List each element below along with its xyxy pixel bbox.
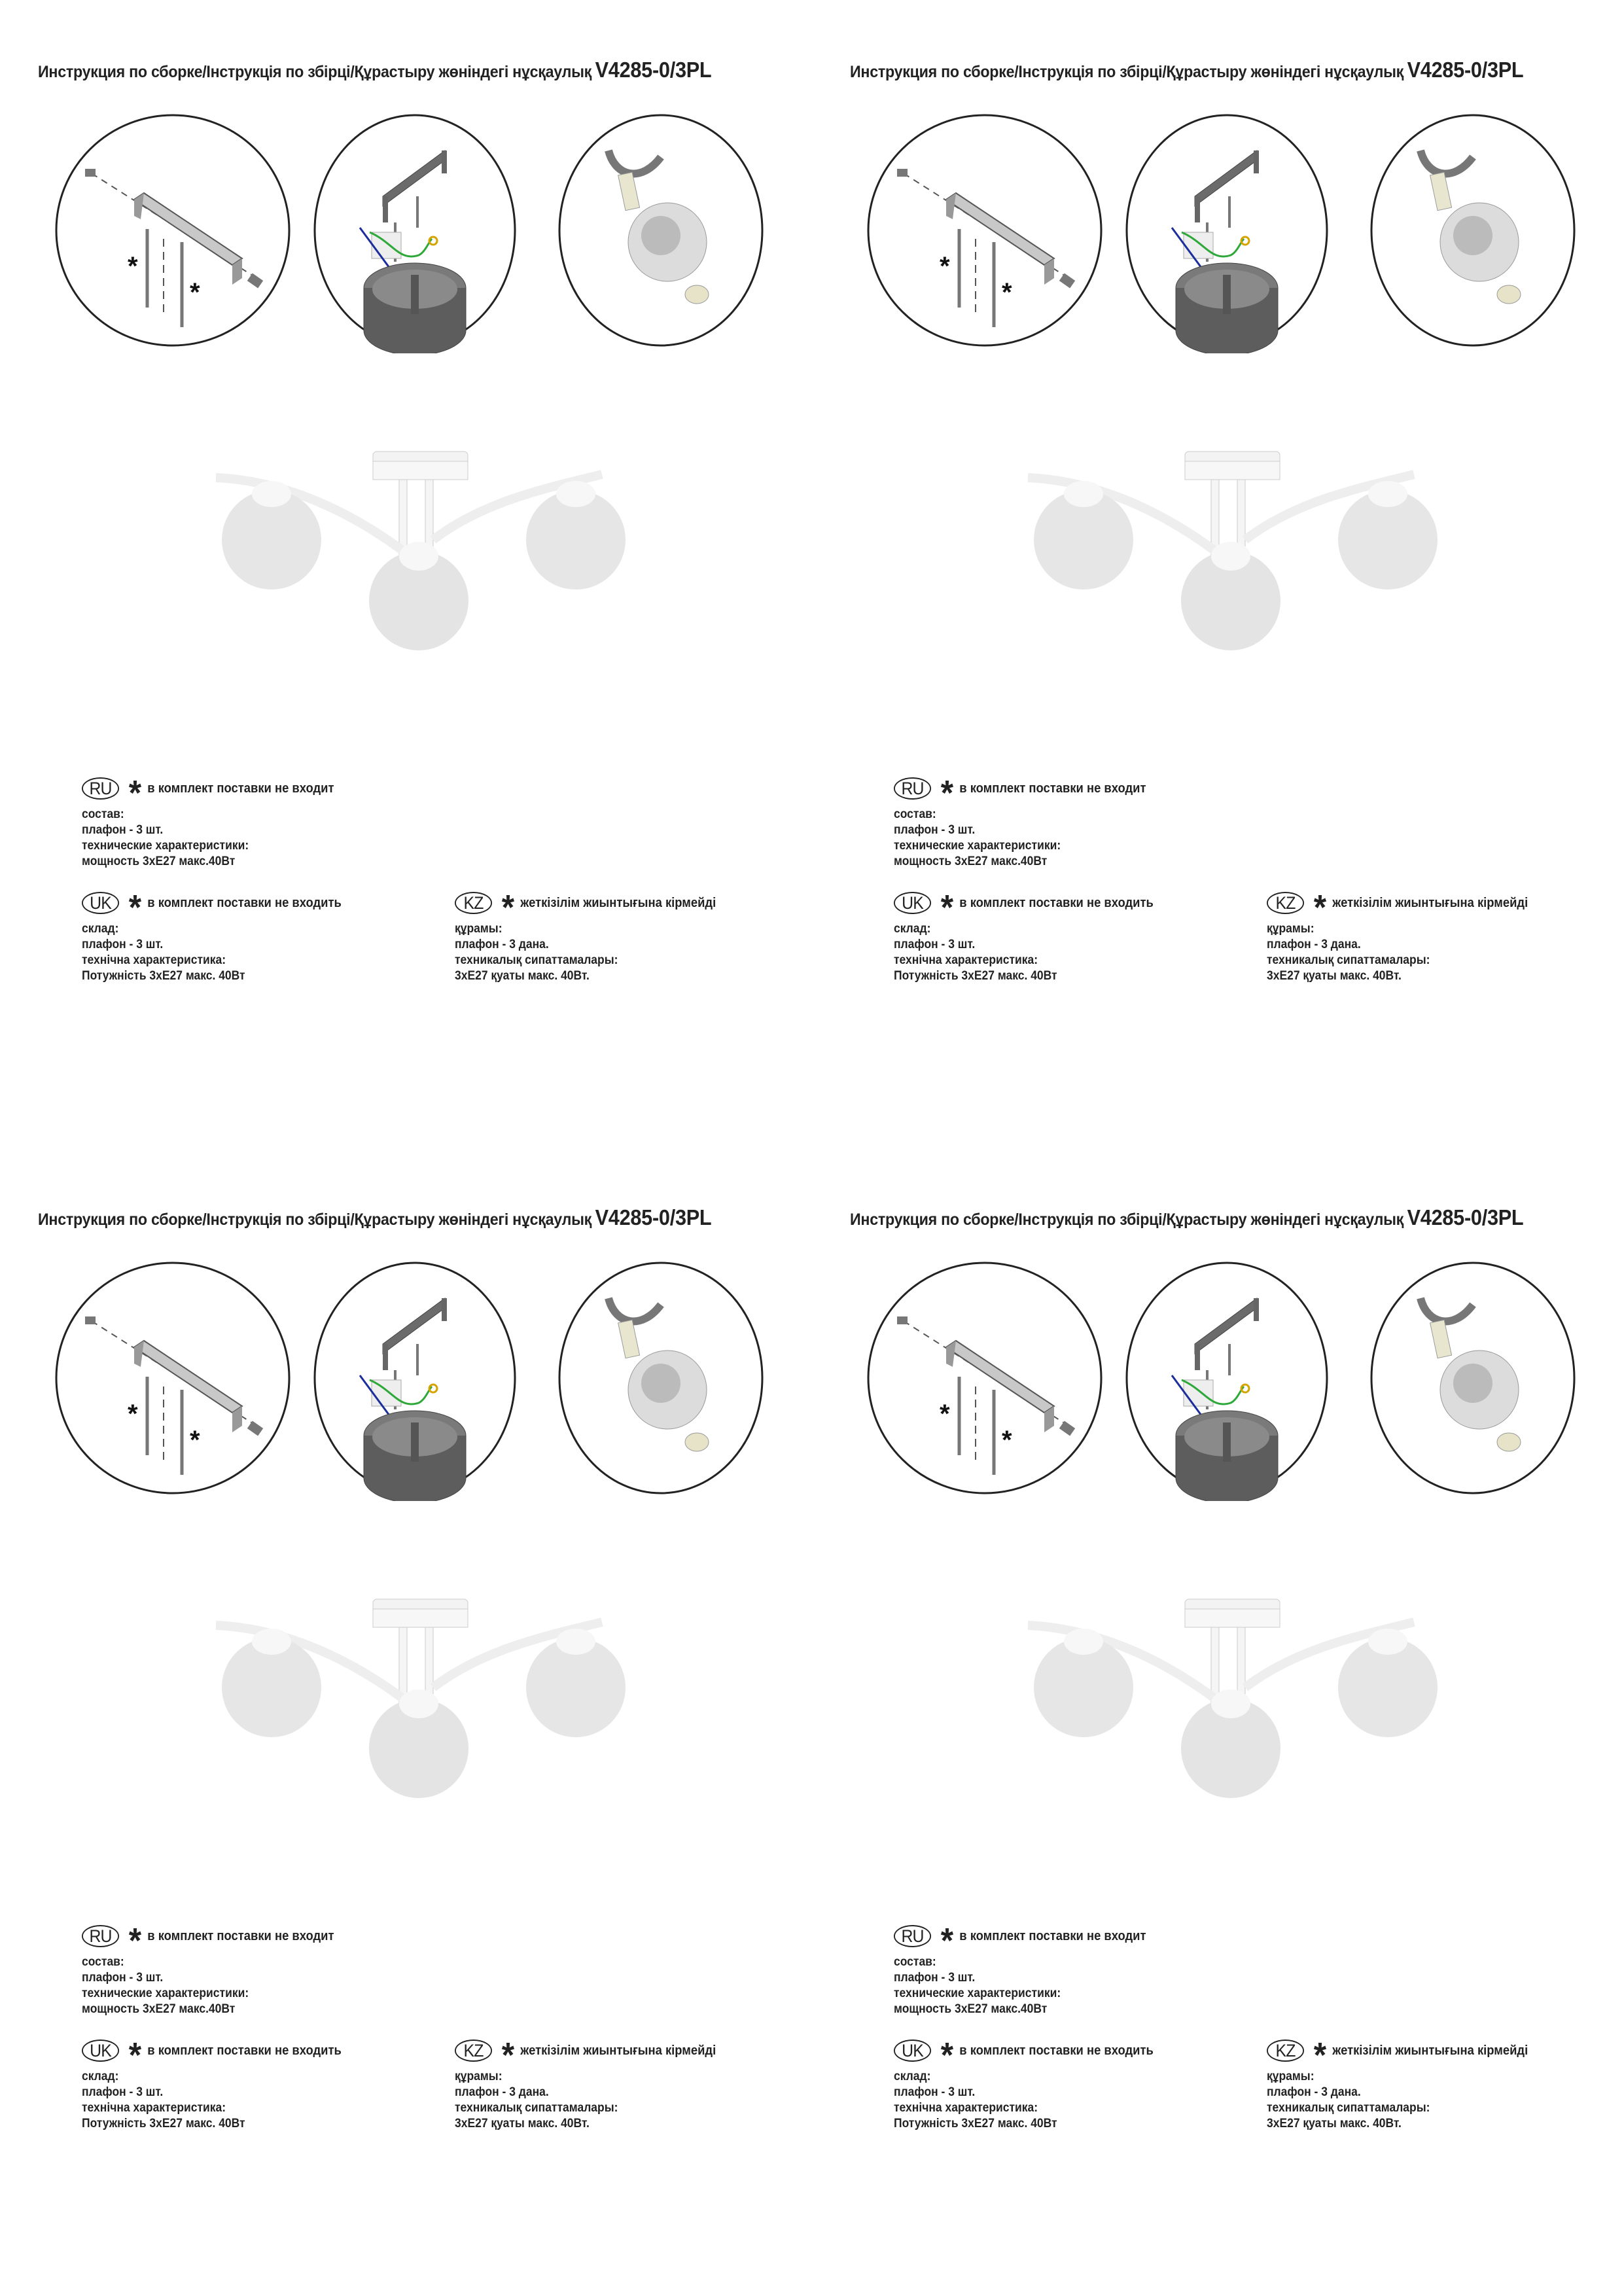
ru-note: в комплект поставки не входит <box>147 1929 334 1943</box>
glass-shade-right <box>526 1629 626 1737</box>
asterisk-icon: * <box>128 2036 142 2075</box>
kz-badge: KZ <box>1267 2040 1304 2062</box>
ru-section <box>82 774 334 870</box>
step-1-mounting-bracket <box>56 115 289 345</box>
uk-line: плафон - 3 шт. <box>894 938 976 951</box>
instruction-sheet-top-right <box>812 0 1624 1148</box>
instruction-title <box>38 58 711 82</box>
ru-line: технические характеристики: <box>894 1987 1061 2000</box>
model-number: V4285-0/3PL <box>1407 1205 1524 1229</box>
step-2-wiring-canopy <box>1127 1263 1327 1501</box>
glass-shade-center <box>1181 1689 1280 1798</box>
kz-line: 3xE27 қуаты макс. 40Вт. <box>1267 969 1402 983</box>
kz-note: жеткізілім жиынтығына кірмейді <box>1332 2043 1528 2058</box>
ru-line: плафон - 3 шт. <box>82 1971 164 1985</box>
uk-badge: UK <box>82 2040 119 2062</box>
ru-line: плафон - 3 шт. <box>894 823 976 837</box>
kz-line: плафон - 3 дана. <box>455 938 549 951</box>
title-text: Инструкция по сборке/Інструкція по збірці/Құрастыру жөніндегі нұсқаулық <box>38 1210 592 1229</box>
asterisk-icon: * <box>128 1921 142 1960</box>
ru-line: состав: <box>82 1955 124 1969</box>
instruction-sheet-bottom-right <box>812 1148 1624 2295</box>
uk-badge: UK <box>894 2040 931 2062</box>
kz-line: құрамы: <box>455 922 503 936</box>
kz-section <box>455 889 716 984</box>
kz-section <box>455 2036 716 2132</box>
instruction-title <box>38 1205 711 1230</box>
step-3-shade-install <box>1371 115 1574 345</box>
assembly-steps <box>52 111 766 353</box>
kz-badge: KZ <box>455 2040 492 2062</box>
kz-note: жеткізілім жиынтығына кірмейді <box>520 896 716 910</box>
uk-note: в комплект поставки не входить <box>147 896 342 910</box>
uk-line: склад: <box>82 2070 119 2083</box>
instruction-title <box>850 58 1523 82</box>
uk-line: Потужність 3xE27 макс. 40Вт <box>894 969 1057 983</box>
ru-line: плафон - 3 шт. <box>82 823 164 837</box>
uk-line: Потужність 3xE27 макс. 40Вт <box>894 2117 1057 2130</box>
kz-line: техникалық сипаттамалары: <box>455 953 618 967</box>
uk-line: технічна характеристика: <box>82 953 226 967</box>
kz-line: 3xE27 қуаты макс. 40Вт. <box>1267 2117 1402 2130</box>
chandelier-illustration <box>209 442 641 664</box>
ru-line: технические характеристики: <box>894 839 1061 853</box>
step-1-mounting-bracket <box>868 1263 1101 1493</box>
title-text: Инструкция по сборке/Інструкція по збірці/Құрастыру жөніндегі нұсқаулық <box>850 1210 1404 1229</box>
model-number: V4285-0/3PL <box>595 58 712 82</box>
ru-line: мощность 3xE27 макс.40Вт <box>894 2002 1048 2016</box>
step-2-wiring-canopy <box>315 115 515 353</box>
ru-line: мощность 3xE27 макс.40Вт <box>82 2002 236 2016</box>
glass-shade-center <box>369 1689 468 1798</box>
svg-text:*: * <box>940 252 950 281</box>
uk-note: в комплект поставки не входить <box>959 2043 1154 2058</box>
uk-line: плафон - 3 шт. <box>82 938 164 951</box>
asterisk-icon: * <box>128 888 142 927</box>
uk-line: плафон - 3 шт. <box>894 2085 976 2099</box>
ru-line: мощность 3xE27 макс.40Вт <box>894 855 1048 868</box>
kz-badge: KZ <box>455 892 492 914</box>
asterisk-icon: * <box>501 2036 515 2075</box>
step-2-wiring-canopy <box>315 1263 515 1501</box>
step-3-shade-install <box>1371 1263 1574 1493</box>
ru-note: в комплект поставки не входит <box>959 781 1146 796</box>
ru-section <box>894 1922 1146 2017</box>
ru-line: состав: <box>894 807 936 821</box>
glass-shade-right <box>1338 1629 1438 1737</box>
uk-section <box>894 2036 1154 2132</box>
asterisk-icon: * <box>128 773 142 813</box>
ru-note: в комплект поставки не входит <box>147 781 334 796</box>
svg-text:*: * <box>128 1400 138 1428</box>
instruction-sheet-top-left <box>0 0 812 1148</box>
uk-note: в комплект поставки не входить <box>147 2043 342 2058</box>
ru-note: в комплект поставки не входит <box>959 1929 1146 1943</box>
ru-line: технические характеристики: <box>82 839 249 853</box>
kz-line: құрамы: <box>455 2070 503 2083</box>
glass-shade-center <box>369 542 468 650</box>
assembly-steps <box>864 111 1578 353</box>
kz-badge: KZ <box>1267 892 1304 914</box>
glass-shade-center <box>1181 542 1280 650</box>
assembly-steps <box>52 1259 766 1501</box>
step-2-wiring-canopy <box>1127 115 1327 353</box>
asterisk-icon: * <box>501 888 515 927</box>
uk-line: технічна характеристика: <box>894 953 1038 967</box>
svg-text:*: * <box>1002 1426 1012 1455</box>
ru-badge: RU <box>894 1925 931 1947</box>
kz-line: техникалық сипаттамалары: <box>455 2101 618 2115</box>
ru-line: плафон - 3 шт. <box>894 1971 976 1985</box>
ru-badge: RU <box>894 777 931 800</box>
uk-line: склад: <box>82 922 119 936</box>
svg-text:*: * <box>1002 278 1012 307</box>
ru-section <box>82 1922 334 2017</box>
uk-badge: UK <box>82 892 119 914</box>
uk-section <box>82 2036 342 2132</box>
kz-note: жеткізілім жиынтығына кірмейді <box>1332 896 1528 910</box>
instruction-sheet-bottom-left <box>0 1148 812 2295</box>
assembly-steps <box>864 1259 1578 1501</box>
kz-line: плафон - 3 дана. <box>1267 938 1361 951</box>
title-text: Инструкция по сборке/Інструкція по збірці/Құрастыру жөніндегі нұсқаулық <box>850 63 1404 81</box>
asterisk-icon: * <box>1313 2036 1327 2075</box>
kz-line: құрамы: <box>1267 922 1315 936</box>
kz-line: құрамы: <box>1267 2070 1315 2083</box>
glass-shade-right <box>526 481 626 590</box>
title-text: Инструкция по сборке/Інструкція по збірці/Құрастыру жөніндегі нұсқаулық <box>38 63 592 81</box>
kz-note: жеткізілім жиынтығына кірмейді <box>520 2043 716 2058</box>
kz-line: 3xE27 қуаты макс. 40Вт. <box>455 2117 590 2130</box>
asterisk-icon: * <box>1313 888 1327 927</box>
chandelier-illustration <box>209 1589 641 1812</box>
model-number: V4285-0/3PL <box>595 1205 712 1229</box>
ru-badge: RU <box>82 777 119 800</box>
kz-section <box>1267 889 1528 984</box>
asterisk-icon: * <box>940 2036 954 2075</box>
uk-line: склад: <box>894 2070 931 2083</box>
uk-line: технічна характеристика: <box>82 2101 226 2115</box>
uk-note: в комплект поставки не входить <box>959 896 1154 910</box>
uk-section <box>82 889 342 984</box>
uk-line: Потужність 3xE27 макс. 40Вт <box>82 2117 245 2130</box>
chandelier-illustration <box>1021 1589 1453 1812</box>
ru-line: мощность 3xE27 макс.40Вт <box>82 855 236 868</box>
svg-text:*: * <box>190 1426 200 1455</box>
ru-line: состав: <box>894 1955 936 1969</box>
uk-badge: UK <box>894 892 931 914</box>
svg-text:*: * <box>940 1400 950 1428</box>
ru-line: состав: <box>82 807 124 821</box>
ru-line: технические характеристики: <box>82 1987 249 2000</box>
chandelier-illustration <box>1021 442 1453 664</box>
asterisk-icon: * <box>940 1921 954 1960</box>
asterisk-icon: * <box>940 773 954 813</box>
uk-line: Потужність 3xE27 макс. 40Вт <box>82 969 245 983</box>
step-1-mounting-bracket <box>56 1263 289 1493</box>
uk-line: склад: <box>894 922 931 936</box>
asterisk-icon: * <box>940 888 954 927</box>
kz-line: 3xE27 қуаты макс. 40Вт. <box>455 969 590 983</box>
uk-section <box>894 889 1154 984</box>
kz-section <box>1267 2036 1528 2132</box>
model-number: V4285-0/3PL <box>1407 58 1524 82</box>
step-3-shade-install <box>559 1263 762 1493</box>
ru-badge: RU <box>82 1925 119 1947</box>
kz-line: техникалық сипаттамалары: <box>1267 2101 1430 2115</box>
kz-line: техникалық сипаттамалары: <box>1267 953 1430 967</box>
step-1-mounting-bracket <box>868 115 1101 345</box>
glass-shade-right <box>1338 481 1438 590</box>
svg-text:*: * <box>128 252 138 281</box>
uk-line: плафон - 3 шт. <box>82 2085 164 2099</box>
instruction-title <box>850 1205 1523 1230</box>
kz-line: плафон - 3 дана. <box>1267 2085 1361 2099</box>
ru-section <box>894 774 1146 870</box>
step-3-shade-install <box>559 115 762 345</box>
uk-line: технічна характеристика: <box>894 2101 1038 2115</box>
svg-text:*: * <box>190 278 200 307</box>
kz-line: плафон - 3 дана. <box>455 2085 549 2099</box>
